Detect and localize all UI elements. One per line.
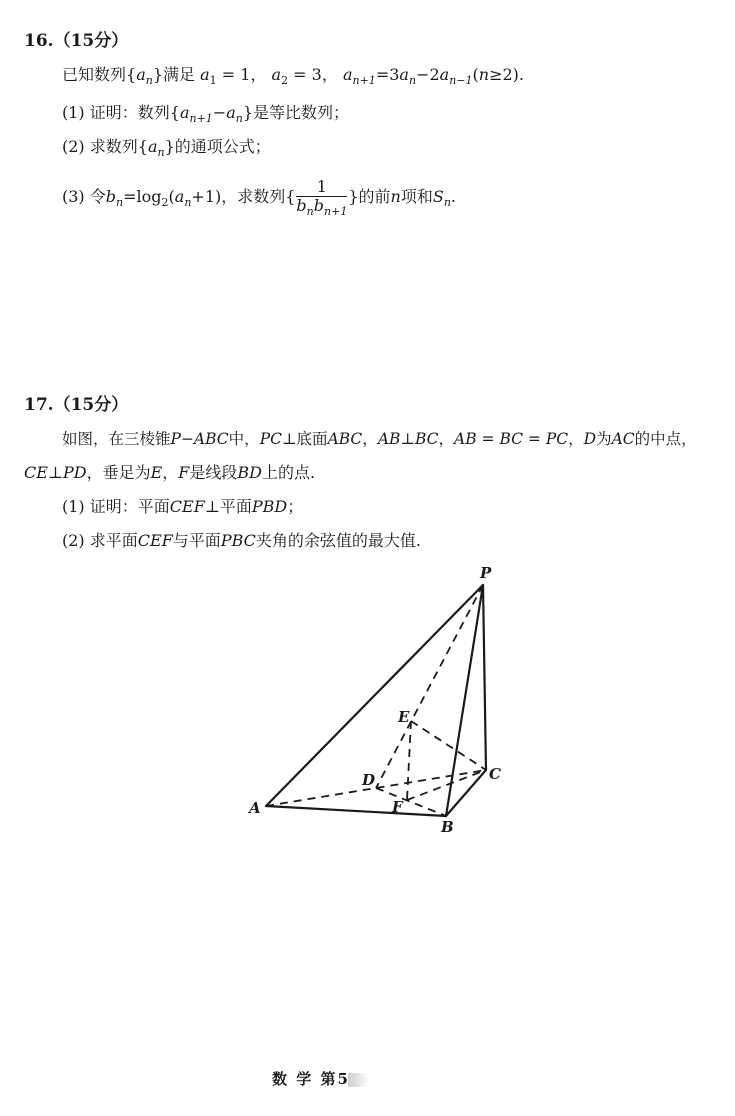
label-P: P <box>480 564 492 582</box>
q16-stem: 已知数列$\{a_n\}$满足 $a_1 = 1$， $a_2 = 3$， $a_{n+1}=3a_n-2a_{n-1}(n\ge 2)$. <box>62 65 524 87</box>
edge-AB <box>266 806 446 816</box>
q17-stem-line2: CE⊥PD，垂足为E，F是线段BD上的点. <box>24 463 316 482</box>
q17-score: （15分） <box>53 395 129 415</box>
line-EF <box>407 721 411 800</box>
footer-subject: 数 学 第 <box>272 1070 338 1088</box>
q16-number: 16. <box>24 31 54 51</box>
label-B: B <box>441 818 454 836</box>
label-D: D <box>362 771 376 789</box>
q17-part1: (1) 证明：平面CEF⊥平面PBD； <box>62 497 304 516</box>
q17-part2: (2) 求平面CEF与平面PBC夹角的余弦值的最大值. <box>62 531 421 550</box>
q17-stem-line1: 如图，在三棱锥P−ABC中，PC⊥底面ABC，AB⊥BC，AB = BC = PC，D为AC的中点， <box>62 430 697 448</box>
footer-fade <box>348 1073 370 1087</box>
fraction: $\frac{1}{b_nb_{n+1}}$ <box>296 177 348 218</box>
label-A: A <box>249 799 261 817</box>
q16-part3: (3) 令$b_n=\log_2(a_n+1)$，求数列{ $\frac{1}{b_nb_{n+1}}$ }的前n项和$S_n$. <box>62 177 456 218</box>
q16-part1: (1) 证明：数列$\{a_{n+1}-a_n\}$是等比数列； <box>62 103 350 125</box>
page-footer <box>272 1068 370 1089</box>
q16-part2: (2) 求数列$\{a_n\}$的通项公式； <box>62 137 271 159</box>
label-F: F <box>392 798 403 816</box>
footer-page-number: 5 <box>337 1070 348 1088</box>
q17-number: 17. <box>24 395 54 415</box>
label-E: E <box>398 708 410 726</box>
label-C: C <box>489 765 501 783</box>
edge-PC <box>483 585 486 770</box>
line-EC <box>411 721 486 770</box>
q16-score: （15分） <box>53 31 129 51</box>
